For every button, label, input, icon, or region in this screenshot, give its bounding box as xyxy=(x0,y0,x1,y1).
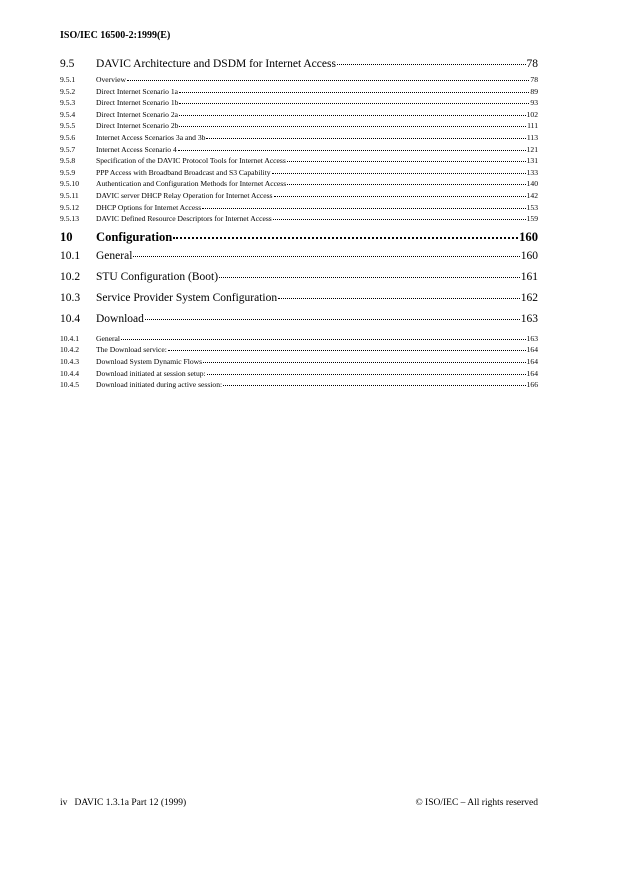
toc-entry-number: 9.5.5 xyxy=(60,121,76,131)
toc-dot-leader xyxy=(133,256,519,257)
toc-entry-title: DAVIC Architecture and DSDM for Internet Access xyxy=(96,58,336,70)
toc-entry-9-5-9[interactable] xyxy=(60,168,538,180)
toc-entry-number: 10.4.5 xyxy=(60,380,79,390)
toc-entry-9-5-3[interactable] xyxy=(60,98,538,110)
toc-entry-number: 9.5.12 xyxy=(60,202,79,212)
toc-entry-page: 160 xyxy=(519,229,538,244)
toc-dot-leader xyxy=(207,374,526,375)
toc-dot-leader xyxy=(203,362,526,363)
toc-entry-page: 131 xyxy=(526,156,538,166)
toc-entry-number: 9.5.13 xyxy=(60,214,79,224)
toc-dot-leader xyxy=(178,150,526,151)
toc-dot-leader xyxy=(168,350,526,351)
toc-entry-page: 164 xyxy=(526,356,538,366)
toc-entry-number: 9.5.8 xyxy=(60,156,76,166)
toc-entry-title: DHCP Options for Internet Access xyxy=(96,202,202,212)
toc-dot-leader xyxy=(179,126,526,127)
toc-entry-number: 9.5 xyxy=(60,58,75,70)
toc-entry-title: General xyxy=(96,333,121,343)
toc-entry-title: Internet Access Scenarios 3a and 3b xyxy=(96,132,206,142)
toc-dot-leader xyxy=(287,184,525,185)
toc-entry-page: 163 xyxy=(520,312,538,325)
toc-entry-9-5-8[interactable] xyxy=(60,156,538,168)
toc-entry-page: 160 xyxy=(520,249,538,262)
toc-dot-leader xyxy=(145,319,520,320)
toc-entry-title: Direct Internet Scenario 1b xyxy=(96,98,179,108)
footer-copyright: © ISO/IEC – All rights reserved xyxy=(415,798,538,808)
toc-dot-leader xyxy=(173,237,518,239)
toc-entry-10-4-2[interactable] xyxy=(60,345,538,357)
toc-entry-title: STU Configuration (Boot) xyxy=(96,270,219,283)
toc-entry-number: 10.2 xyxy=(60,270,81,283)
toc-dot-leader xyxy=(121,339,526,340)
toc-entry-page: 166 xyxy=(526,380,538,390)
toc-entry-number: 9.5.11 xyxy=(60,190,79,200)
toc-dot-leader xyxy=(274,196,526,197)
toc-entry-title: Service Provider System Configuration xyxy=(96,291,278,304)
toc-entry-page: 142 xyxy=(526,190,538,200)
toc-entry-title: DAVIC server DHCP Relay Operation for Internet Access xyxy=(96,190,273,200)
toc-dot-leader xyxy=(179,115,526,116)
toc-entry-9-5-10[interactable] xyxy=(60,179,538,191)
toc-entry-title: PPP Access with Broadband Broadcast and S3 Capability xyxy=(96,167,271,177)
footer-left xyxy=(60,798,186,808)
toc-entry-number: 10.1 xyxy=(60,249,81,262)
page-footer xyxy=(60,798,538,808)
footer-doc-title: DAVIC 1.3.1a Part 12 (1999) xyxy=(74,798,187,808)
toc-entry-9-5-13[interactable] xyxy=(60,214,538,226)
toc-dot-leader xyxy=(287,161,526,162)
toc-entry-number: 9.5.9 xyxy=(60,167,76,177)
toc-entry-10[interactable] xyxy=(60,230,538,248)
toc-dot-leader xyxy=(278,298,520,299)
toc-entry-9-5[interactable] xyxy=(60,58,538,75)
document-header: ISO/IEC 16500-2:1999(E) xyxy=(60,30,171,41)
toc-dot-leader xyxy=(272,173,526,174)
toc-dot-leader xyxy=(206,138,525,139)
toc-entry-page: 159 xyxy=(526,214,538,224)
toc-entry-title: Download xyxy=(96,312,144,325)
toc-entry-page: 153 xyxy=(526,202,538,212)
toc-entry-title: Specification of the DAVIC Protocol Tools for Internet Access xyxy=(96,156,286,166)
toc-entry-number: 9.5.4 xyxy=(60,109,76,119)
toc-entry-10-1[interactable] xyxy=(60,250,538,271)
toc-entry-9-5-1[interactable] xyxy=(60,75,538,87)
toc-entry-title: Internet Access Scenario 4 xyxy=(96,144,177,154)
toc-entry-number: 10.3 xyxy=(60,291,81,304)
toc-entry-10-4-1[interactable] xyxy=(60,334,538,346)
toc-dot-leader xyxy=(219,277,520,278)
toc-dot-leader xyxy=(127,80,529,81)
toc-entry-9-5-5[interactable] xyxy=(60,121,538,133)
toc-entry-10-4[interactable] xyxy=(60,313,538,334)
toc-entry-title: Direct Internet Scenario 2b xyxy=(96,121,179,131)
toc-entry-title: The Download service: xyxy=(96,345,167,355)
toc-entry-number: 9.5.7 xyxy=(60,144,76,154)
toc-entry-page: 161 xyxy=(520,270,538,283)
toc-entry-10-4-5[interactable] xyxy=(60,380,538,392)
toc-entry-number: 9.5.10 xyxy=(60,179,79,189)
toc-entry-title: General xyxy=(96,249,133,262)
toc-dot-leader xyxy=(273,219,526,220)
toc-entry-number: 10.4.2 xyxy=(60,345,79,355)
toc-entry-page: 102 xyxy=(526,109,538,119)
toc-entry-page: 162 xyxy=(520,291,538,304)
toc-entry-9-5-12[interactable] xyxy=(60,203,538,215)
toc-entry-10-4-4[interactable] xyxy=(60,369,538,381)
toc-entry-10-4-3[interactable] xyxy=(60,357,538,369)
footer-page-label: iv xyxy=(60,798,68,808)
toc-entry-number: 9.5.2 xyxy=(60,86,76,96)
toc-entry-number: 10.4.4 xyxy=(60,368,79,378)
toc-entry-title: Download initiated during active session: xyxy=(96,380,223,390)
toc-entry-number: 9.5.3 xyxy=(60,98,76,108)
toc-entry-10-2[interactable] xyxy=(60,271,538,292)
toc-entry-number: 10.4 xyxy=(60,312,81,325)
toc-entry-number: 9.5.6 xyxy=(60,132,76,142)
toc-entry-page: 164 xyxy=(526,368,538,378)
toc-entry-9-5-2[interactable] xyxy=(60,87,538,99)
toc-entry-page: 113 xyxy=(526,132,538,142)
toc-entry-number: 10.4.3 xyxy=(60,356,79,366)
toc-entry-number: 9.5.1 xyxy=(60,75,76,84)
toc-entry-title: Authentication and Configuration Methods for Internet Access xyxy=(96,179,287,189)
toc-entry-page: 163 xyxy=(526,333,538,343)
toc-entry-9-5-4[interactable] xyxy=(60,110,538,122)
toc-entry-title: Direct Internet Scenario 1a xyxy=(96,86,179,96)
toc-entry-page: 140 xyxy=(526,179,538,189)
toc-dot-leader xyxy=(202,208,525,209)
toc-entry-9-5-7[interactable] xyxy=(60,145,538,157)
toc-dot-leader xyxy=(179,92,529,93)
toc-entry-page: 133 xyxy=(526,167,538,177)
toc-entry-title: Overview xyxy=(96,75,126,84)
toc-entry-number: 10.4.1 xyxy=(60,333,79,343)
toc-entry-title: Download initiated at session setup: xyxy=(96,368,206,378)
toc-entry-9-5-6[interactable] xyxy=(60,133,538,145)
toc-entry-page: 78 xyxy=(530,75,538,84)
toc-dot-leader xyxy=(179,103,529,104)
toc-entry-title: Configuration xyxy=(96,229,173,244)
toc-entry-page: 93 xyxy=(530,98,538,108)
toc-entry-title: DAVIC Defined Resource Descriptors for Internet Access xyxy=(96,214,272,224)
toc-entry-page: 89 xyxy=(530,86,538,96)
toc-dot-leader xyxy=(337,64,526,65)
toc-dot-leader xyxy=(223,385,525,386)
toc-entry-page: 111 xyxy=(527,121,538,131)
toc-entry-number: 10 xyxy=(60,229,73,244)
toc-entry-page: 164 xyxy=(526,345,538,355)
toc-entry-page: 78 xyxy=(526,58,538,70)
toc-entry-title: Direct Internet Scenario 2a xyxy=(96,109,179,119)
toc-entry-title: Download System Dynamic Flows xyxy=(96,356,203,366)
toc-entry-9-5-11[interactable] xyxy=(60,191,538,203)
toc-entry-page: 121 xyxy=(526,144,538,154)
table-of-contents xyxy=(60,58,538,392)
toc-entry-10-3[interactable] xyxy=(60,292,538,313)
